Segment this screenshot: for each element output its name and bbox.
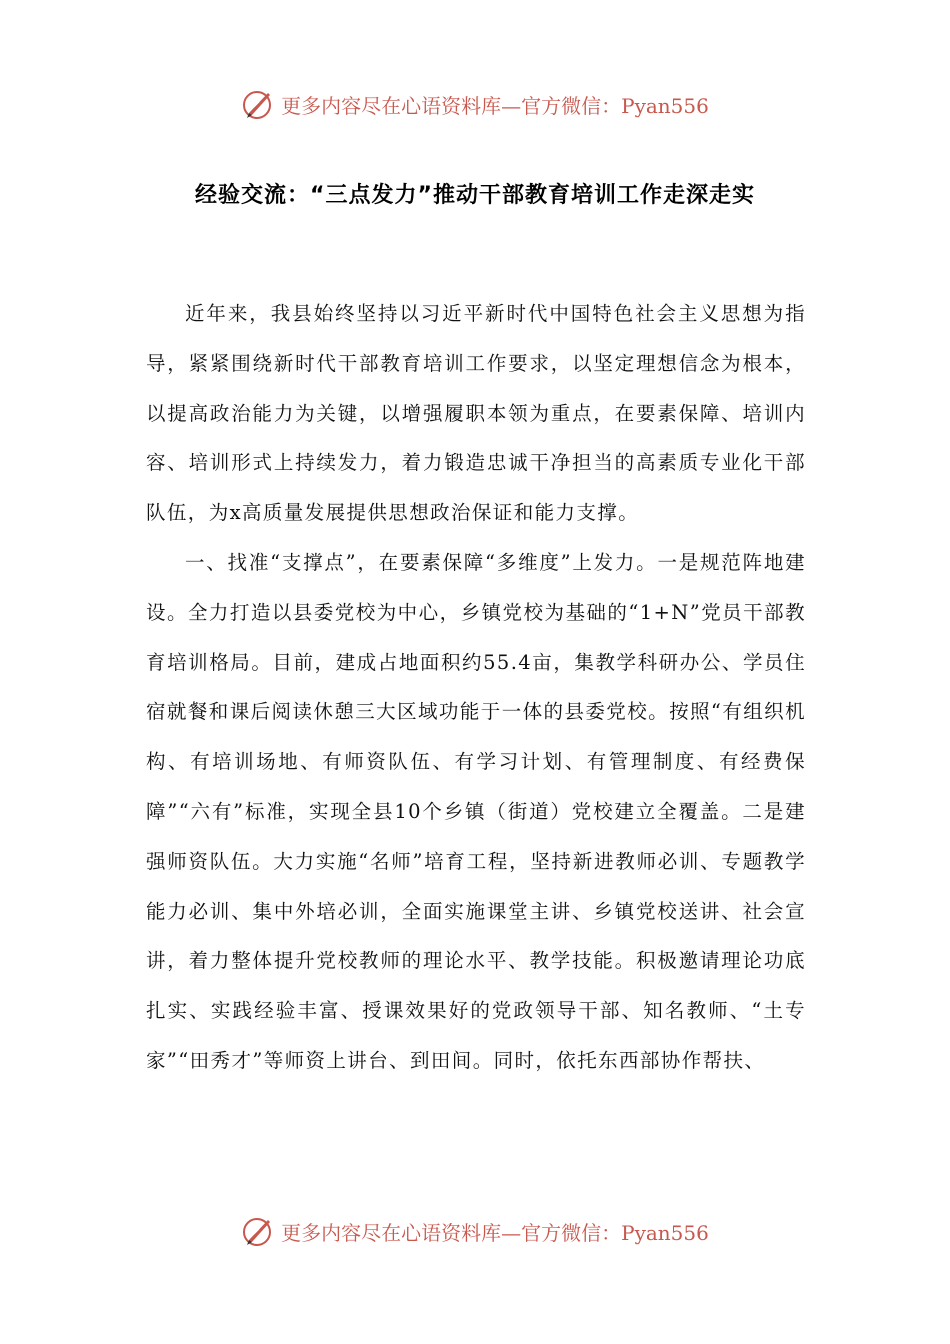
footer-banner-text: 更多内容尽在心语资料库—官方微信：Pyan556 <box>281 1220 709 1245</box>
footer-banner <box>0 1211 950 1251</box>
document-title: 经验交流：“三点发力”推动干部教育培训工作走深走实 <box>195 183 755 208</box>
paragraph-section-one: 一、找准“支撑点”，在要素保障“多维度”上发力。一是规范阵地建设。全力打造以县委党校为中心，乡镇党校为基础的“1+N”党员干部教育培训格局。目前，建成占地面积约55.4亩，集教学科研办公、学员住宿就餐和课后阅读休憩三大区域功能于一体的县委党校。按照“有组织机构、有培训场地、有师资队伍、有学习计划、有管理制度、有经费保障”“六有”标准，实现全县10个乡镇（街道）党校建立全覆盖。二是建强师资队伍。大力实施“名师”培育工程，坚持新进教师必训、专题教学能力必训、集中外培必训，全面实施课堂主讲、乡镇党校送讲、社会宣讲，着力整体提升党校教师的理论水平、教学技能。积极邀请理论功底扎实、实践经验丰富、授课效果好的党政领导干部、知名教师、“土专家”“田秀才”等师资上讲台、到田间。同时，依托东西部协作帮扶、 <box>146 550 806 1072</box>
quill-pen-logo-icon <box>241 1214 275 1248</box>
paragraph-intro: 近年来，我县始终坚持以习近平新时代中国特色社会主义思想为指导，紧紧围绕新时代干部教育培训工作要求，以坚定理想信念为根本，以提高政治能力为关键，以增强履职本领为重点，在要素保障、培训内容、培训形式上持续发力，着力锻造忠诚干净担当的高素质专业化干部队伍，为x高质量发展提供思想政治保证和能力支撑。 <box>146 302 806 525</box>
document-body <box>146 289 806 1086</box>
header-banner <box>0 84 950 124</box>
header-banner-text: 更多内容尽在心语资料库—官方微信：Pyan556 <box>281 93 709 118</box>
quill-pen-logo-icon <box>241 87 275 121</box>
